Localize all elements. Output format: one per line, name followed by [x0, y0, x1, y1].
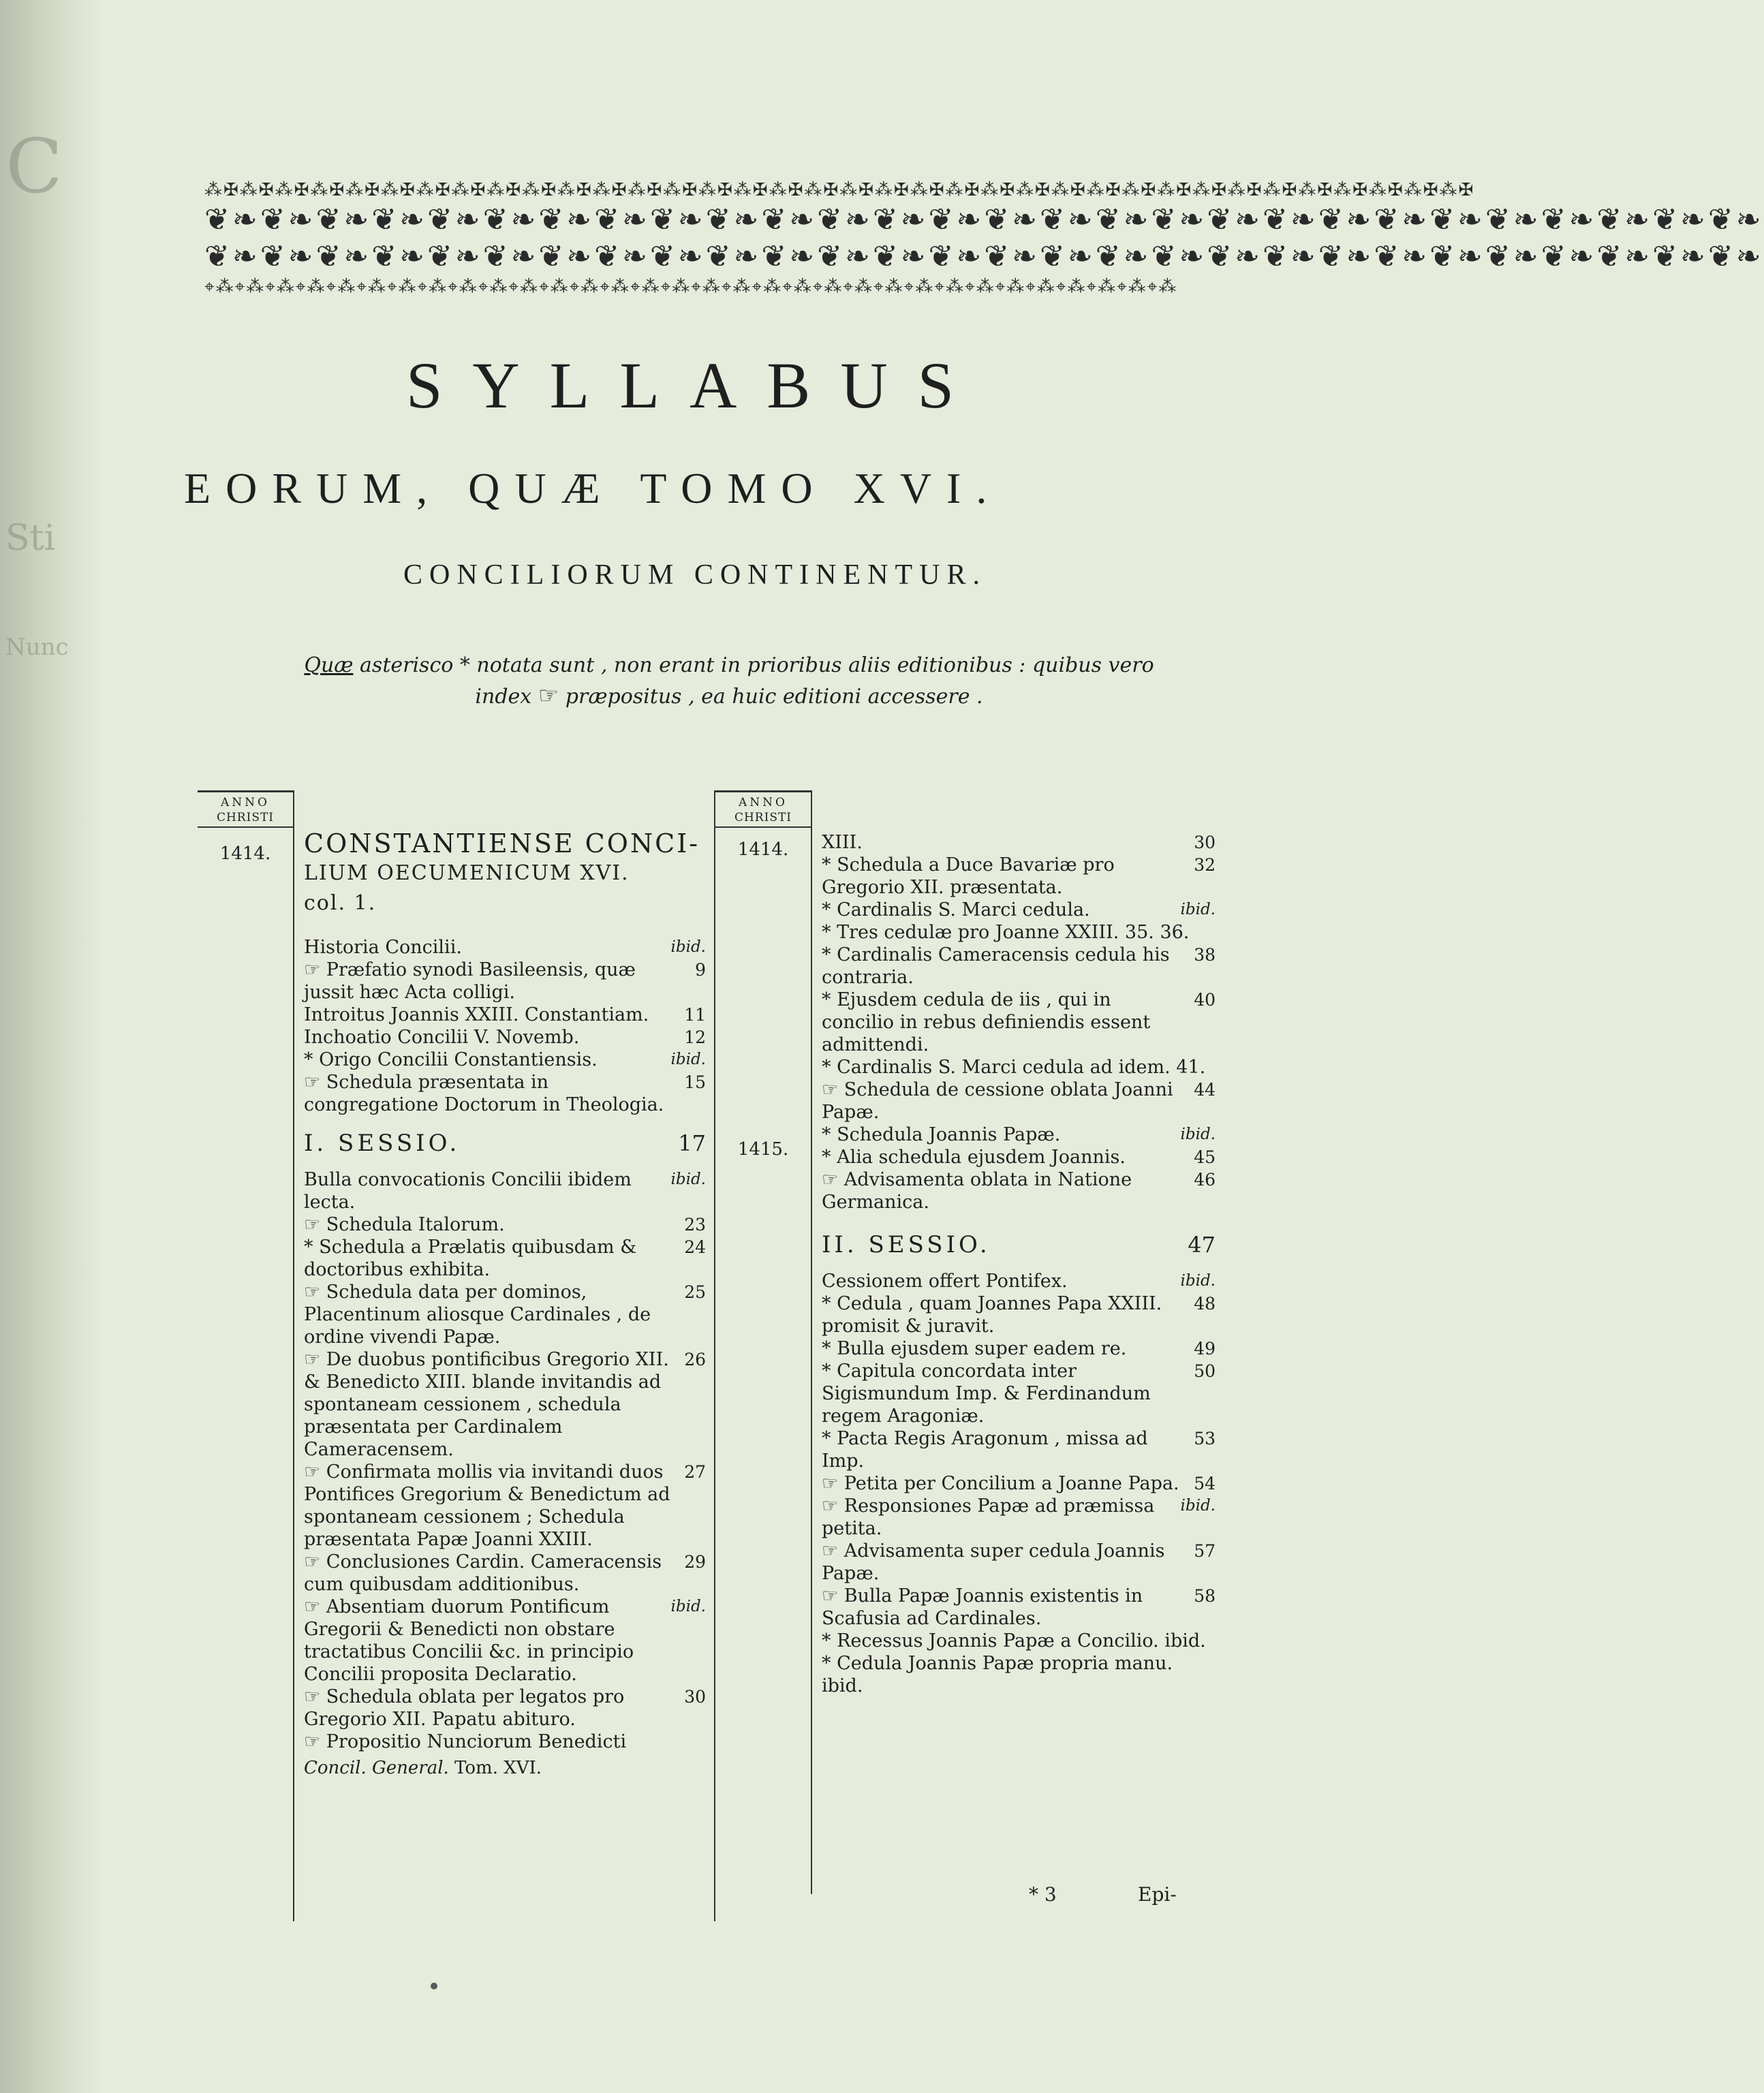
anno-label: ANNO [221, 796, 270, 809]
entry-page: 12 [684, 1027, 706, 1047]
right-column [715, 790, 1220, 1921]
index-entry [304, 1168, 706, 1213]
year-1414: 1414. [219, 843, 271, 864]
entry-text: ☞ Absentiam duorum Pontificum Gregorii & Benedicti non obstare tractatibus Concilii &c. in principio Concilii proposita Declaratio. [304, 1596, 634, 1685]
column-rule-right [811, 790, 812, 1894]
ornament-row-middle-1: ❦❧❦❧❦❧❦❧❦❧❦❧❦❧❦❧❦❧❦❧❦❧❦❧❦❧❦❧❦❧❦❧❦❧❦❧❦❧❦❧❦❧❦❧❦❧❦❧❦❧❦❧❦❧❦❧ [204, 202, 1764, 237]
entry-text: Historia Concilii. [304, 937, 462, 958]
entry-page: 27 [684, 1462, 706, 1482]
index-entry [822, 989, 1216, 1056]
entry-text: ☞ Schedula præsentata in congregatione Doctorum in Theologia. [304, 1072, 664, 1115]
left-column [198, 790, 722, 1921]
index-entry [822, 1079, 1216, 1123]
index-entry [304, 1004, 706, 1026]
entry-text: Introitus Joannis XXIII. Constantiam. [304, 1004, 649, 1025]
left-entries-group-b [304, 1168, 706, 1753]
entry-page: 30 [684, 1687, 706, 1707]
index-entry [822, 1585, 1216, 1630]
entry-text: ☞ Confirmata mollis via invitandi duos Pontifices Gregorium & Benedictum ad spontaneam cessionem ; Schedula præsentata Papæ Joanni XXIII. [304, 1461, 670, 1550]
entry-page: 48 [1194, 1294, 1216, 1314]
entry-page: 44 [1194, 1080, 1216, 1100]
left-entries [304, 790, 706, 1780]
entry-page: 46 [1194, 1170, 1216, 1190]
index-entry [822, 1427, 1216, 1472]
session-page: 17 [678, 1130, 706, 1156]
note-part-1: Quæ [304, 653, 354, 677]
entry-page: ibid. [1180, 1497, 1216, 1515]
index-entry [304, 1071, 706, 1116]
entry-page: 40 [1194, 990, 1216, 1010]
index-entry [822, 899, 1216, 921]
page-subtitle: EORUM, QUÆ TOMO XVI. [184, 464, 1002, 512]
entry-page: 57 [1194, 1541, 1216, 1561]
index-entry [304, 1686, 706, 1731]
entry-page: 50 [1194, 1361, 1216, 1381]
page-footer [304, 1757, 706, 1780]
index-entry [822, 831, 1216, 854]
entry-text: ☞ Bulla Papæ Joannis existentis in Scafusia ad Cardinales. [822, 1585, 1143, 1629]
anno-label-right: ANNO [739, 796, 788, 809]
entry-text: ☞ Schedula oblata per legatos pro Gregorio XII. Papatu abituro. [304, 1686, 625, 1730]
index-entry [304, 959, 706, 1004]
entry-text: * Pacta Regis Aragonum , missa ad Imp. [822, 1428, 1148, 1472]
footer-tome: Tom. XVI. [454, 1758, 542, 1778]
ornament-row-bottom: ⌖⁂⌖⁂⌖⁂⌖⁂⌖⁂⌖⁂⌖⁂⌖⁂⌖⁂⌖⁂⌖⁂⌖⁂⌖⁂⌖⁂⌖⁂⌖⁂⌖⁂⌖⁂⌖⁂⌖⁂⌖⁂⌖⁂⌖⁂⌖⁂⌖⁂⌖⁂⌖⁂⌖⁂⌖⁂⌖⁂⌖⁂⌖⁂ [204, 277, 1178, 297]
entry-text: ☞ Conclusiones Cardin. Cameracensis cum quibusdam additionibus. [304, 1551, 662, 1595]
entry-page: 26 [684, 1350, 706, 1369]
entry-text: Bulla convocationis Concilii ibidem lecta. [304, 1169, 632, 1213]
index-entry [822, 921, 1216, 944]
index-entry [304, 1551, 706, 1596]
index-entry [822, 1630, 1216, 1652]
entry-text: ☞ Petita per Concilium a Joanne Papa. [822, 1473, 1179, 1494]
anno-christi-box-right [715, 790, 811, 828]
entry-page: ibid. [1180, 901, 1216, 918]
index-entry [822, 1292, 1216, 1337]
year-1414-right: 1414. [737, 839, 789, 860]
index-entry [822, 1123, 1216, 1146]
entry-text: * Bulla ejusdem super eadem re. [822, 1338, 1127, 1359]
session-page-right: 47 [1188, 1232, 1216, 1258]
index-entry [822, 854, 1216, 899]
index-entry [304, 1213, 706, 1236]
index-entry [822, 1056, 1216, 1079]
ornament-row-middle-2: ❦❧❦❧❦❧❦❧❦❧❦❧❦❧❦❧❦❧❦❧❦❧❦❧❦❧❦❧❦❧❦❧❦❧❦❧❦❧❦❧❦❧❦❧❦❧❦❧❦❧❦❧❦❧❦❧ [204, 239, 1764, 274]
anno-christi-box [198, 790, 293, 828]
entry-text: ☞ Advisamenta super cedula Joannis Papæ. [822, 1540, 1165, 1584]
bleed-text-2: Sti [5, 518, 56, 559]
note-part-4: præpositus , ea huic editioni accessere . [565, 685, 983, 709]
adjacent-page-bleed [0, 0, 82, 818]
council-heading-line-2: LIUM OECUMENICUM XVI. [304, 861, 630, 885]
index-entry [822, 1337, 1216, 1360]
entry-page: 30 [1194, 833, 1216, 852]
index-entry [304, 1236, 706, 1281]
index-entry [822, 1495, 1216, 1540]
entry-text: * Schedula a Duce Bavariæ pro Gregorio XII. præsentata. [822, 854, 1115, 898]
entry-text: * Origo Concilii Constantiensis. [304, 1049, 598, 1070]
index-entry [304, 1596, 706, 1686]
entry-page: 11 [684, 1005, 706, 1025]
entry-page: 29 [684, 1552, 706, 1572]
entry-page: 15 [684, 1072, 706, 1092]
index-entry [304, 1026, 706, 1049]
bleed-text-3: Nunc [5, 634, 69, 661]
session-label-right: II. SESSIO. [822, 1231, 991, 1258]
ornament-row-top: ⁂✠⁂✠⁂✠⁂✠⁂✠⁂✠⁂✠⁂✠⁂✠⁂✠⁂✠⁂✠⁂✠⁂✠⁂✠⁂✠⁂✠⁂✠⁂✠⁂✠⁂✠⁂✠⁂✠⁂✠⁂✠⁂✠⁂✠⁂✠⁂✠⁂✠⁂✠⁂✠⁂✠⁂✠⁂✠⁂✠ [204, 180, 1475, 200]
index-entry [822, 1270, 1216, 1292]
entry-page: ibid. [670, 1170, 706, 1188]
catchword: Epi- [1138, 1883, 1177, 1906]
entry-text: * Tres cedulæ pro Joanne XXIII. 35. 36. [822, 922, 1190, 943]
entry-text: ☞ Advisamenta oblata in Natione Germanica. [822, 1169, 1132, 1213]
entry-page: ibid. [670, 938, 706, 956]
entry-text: ☞ Schedula Italorum. [304, 1214, 505, 1235]
entry-page: 25 [684, 1282, 706, 1302]
entry-text: * Cardinalis S. Marci cedula. [822, 899, 1090, 920]
index-entry [822, 1360, 1216, 1427]
entry-text: ☞ De duobus pontificibus Gregorio XII. & Benedicto XIII. blande invitandis ad spontaneam cessionem , schedula præsentata per Cardinalem Cameracensem. [304, 1349, 669, 1460]
entry-page: 53 [1194, 1429, 1216, 1448]
index-entry [822, 1168, 1216, 1213]
entry-text: * Cardinalis Cameracensis cedula his contraria. [822, 944, 1170, 988]
christi-label: CHRISTI [216, 811, 275, 824]
pointing-hand-icon: ☞ [538, 682, 559, 709]
entry-text: * Ejusdem cedula de iis , qui in concilio in rebus definiendis essent admittendi. [822, 989, 1151, 1055]
entry-text: * Schedula Joannis Papæ. [822, 1124, 1061, 1145]
entry-page: ibid. [670, 1598, 706, 1615]
entry-page: 38 [1194, 945, 1216, 965]
entry-text: * Cedula , quam Joannes Papa XXIII. promisit & juravit. [822, 1293, 1162, 1337]
entry-page: 54 [1194, 1474, 1216, 1493]
christi-label-right: CHRISTI [734, 811, 792, 824]
signature-mark: * 3 [1029, 1883, 1057, 1906]
entry-text: * Cedula Joannis Papæ propria manu. ibid. [822, 1653, 1173, 1696]
entry-text: ☞ Responsiones Papæ ad præmissa petita. [822, 1495, 1155, 1539]
footer-italic: Concil. General. [304, 1758, 449, 1778]
note-part-3: index [475, 685, 532, 709]
entry-page: ibid. [670, 1051, 706, 1068]
entry-text: ☞ Schedula de cessione oblata Joanni Papæ. [822, 1079, 1173, 1123]
bleed-text-1: C [5, 123, 63, 210]
left-entries-group-a [304, 936, 706, 1116]
right-entries-group-a [822, 831, 1216, 1213]
entry-text: * Alia schedula ejusdem Joannis. [822, 1147, 1126, 1168]
page [164, 0, 1764, 2093]
session-heading [304, 1132, 706, 1155]
entry-page: ibid. [1180, 1272, 1216, 1290]
session-label: I. SESSIO. [304, 1130, 461, 1157]
entry-text: * Schedula a Prælatis quibusdam & doctoribus exhibita. [304, 1237, 637, 1280]
entry-page: 23 [684, 1215, 706, 1235]
entry-text: Cessionem offert Pontifex. [822, 1271, 1068, 1292]
entry-text: ☞ Schedula data per dominos, Placentinum aliosque Cardinales , de ordine vivendi Papæ. [304, 1282, 651, 1348]
index-entry [822, 1146, 1216, 1168]
index-entry [822, 944, 1216, 989]
column-rule [293, 790, 294, 1921]
index-entry [822, 1540, 1216, 1585]
year-1415: 1415. [737, 1139, 789, 1160]
entry-text: ☞ Præfatio synodi Basileensis, quæ jussit hæc Acta colligi. [304, 959, 636, 1003]
entry-text: XIII. [822, 832, 863, 853]
council-heading-line-1: CONSTANTIENSE CONCI- [304, 828, 700, 858]
entry-page: 32 [1194, 855, 1216, 875]
entry-text: * Capitula concordata inter Sigismundum Imp. & Ferdinandum regem Aragoniæ. [822, 1361, 1151, 1427]
entry-text: * Recessus Joannis Papæ a Concilio. ibid. [822, 1630, 1206, 1652]
column-rule-middle [714, 790, 715, 1921]
entry-page: 9 [695, 960, 706, 980]
council-heading [304, 828, 706, 918]
ornament-band [204, 179, 1764, 301]
editorial-note [252, 651, 1206, 712]
page-subtitle-2: CONCILIORUM CONTINENTUR. [403, 559, 987, 591]
index-entry [304, 1281, 706, 1348]
index-entry [304, 1461, 706, 1551]
index-entry [822, 1652, 1216, 1697]
entry-page: 58 [1194, 1586, 1216, 1606]
entry-text: Inchoatio Concilii V. Novemb. [304, 1027, 580, 1048]
council-heading-line-3: col. 1. [304, 891, 377, 915]
right-entries [822, 790, 1216, 1697]
entry-page: 45 [1194, 1147, 1216, 1167]
index-entry [304, 1348, 706, 1461]
index-entry [822, 1472, 1216, 1495]
entry-text: ☞ Propositio Nunciorum Benedicti [304, 1731, 627, 1752]
page-title: SYLLABUS [405, 349, 985, 422]
right-entries-group-b [822, 1270, 1216, 1697]
index-entry [304, 1731, 706, 1753]
index-entry [304, 1049, 706, 1071]
stray-ink-dot [431, 1983, 437, 1989]
entry-page: 49 [1194, 1339, 1216, 1359]
entry-page: ibid. [1180, 1126, 1216, 1143]
index-entry [304, 936, 706, 959]
entry-page: 24 [684, 1237, 706, 1257]
session-heading-right [822, 1231, 1216, 1258]
entry-text: * Cardinalis S. Marci cedula ad idem. 41. [822, 1057, 1206, 1078]
note-part-2: asterisco * notata sunt , non erant in prioribus aliis editionibus : quibus vero [360, 653, 1154, 677]
